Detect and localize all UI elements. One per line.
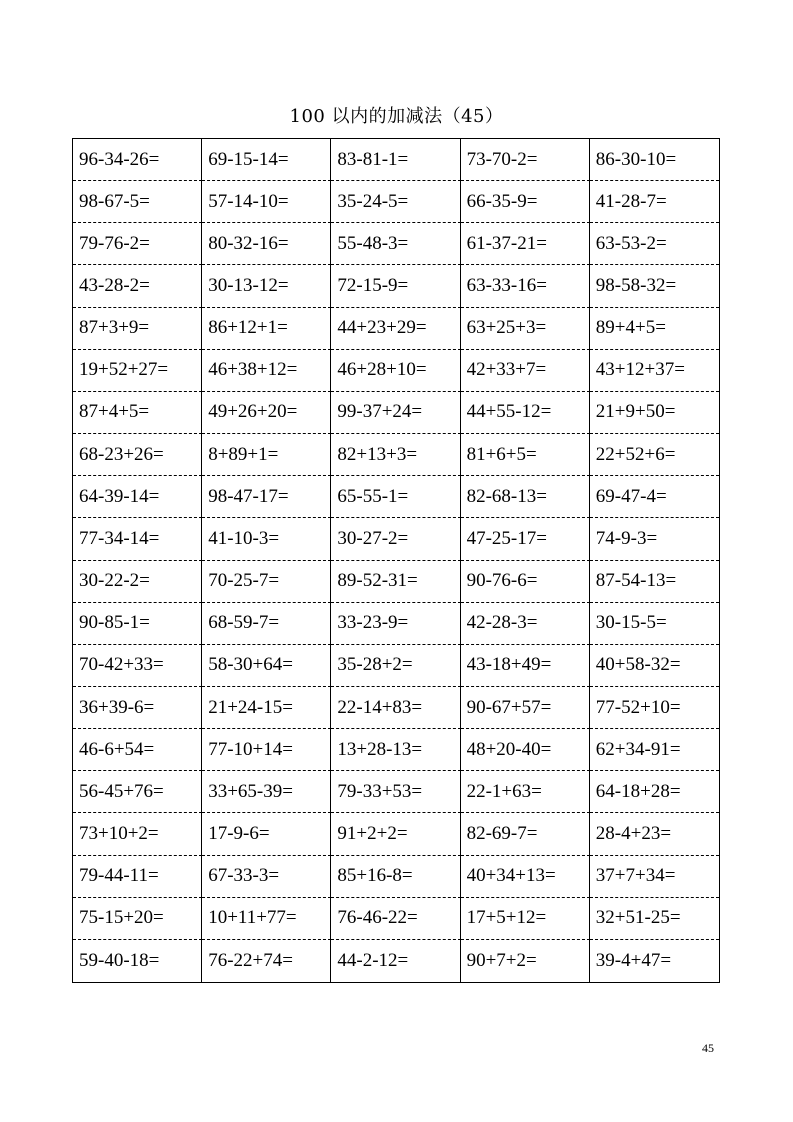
- exercise-cell: 10+11+77=: [202, 898, 331, 940]
- exercise-cell: 75-15+20=: [73, 898, 202, 940]
- exercise-cell: 79-33+53=: [331, 771, 460, 813]
- exercise-cell: 90+7+2=: [461, 940, 590, 982]
- exercise-cell: 98-58-32=: [590, 265, 719, 307]
- exercise-cell: 76-46-22=: [331, 898, 460, 940]
- exercise-cell: 63-33-16=: [461, 265, 590, 307]
- exercise-cell: 44+55-12=: [461, 392, 590, 434]
- exercise-cell: 89-52-31=: [331, 561, 460, 603]
- exercise-cell: 32+51-25=: [590, 898, 719, 940]
- exercise-cell: 46-6+54=: [73, 729, 202, 771]
- exercise-cell: 89+4+5=: [590, 308, 719, 350]
- exercise-cell: 80-32-16=: [202, 223, 331, 265]
- exercise-cell: 85+16-8=: [331, 856, 460, 898]
- exercise-cell: 91+2+2=: [331, 813, 460, 855]
- exercise-cell: 90-67+57=: [461, 687, 590, 729]
- exercise-cell: 46+38+12=: [202, 350, 331, 392]
- exercise-cell: 77-34-14=: [73, 518, 202, 560]
- exercise-cell: 30-27-2=: [331, 518, 460, 560]
- exercise-cell: 33+65-39=: [202, 771, 331, 813]
- exercise-cell: 17+5+12=: [461, 898, 590, 940]
- exercise-cell: 56-45+76=: [73, 771, 202, 813]
- exercise-cell: 69-15-14=: [202, 139, 331, 181]
- exercise-cell: 30-22-2=: [73, 561, 202, 603]
- exercise-cell: 30-15-5=: [590, 603, 719, 645]
- exercise-cell: 58-30+64=: [202, 645, 331, 687]
- exercise-cell: 39-4+47=: [595, 949, 672, 971]
- exercise-cell: 87+4+5=: [73, 392, 202, 434]
- exercise-cell: 57-14-10=: [202, 181, 331, 223]
- exercise-cell: 74-9-3=: [590, 518, 719, 560]
- exercise-cell: 46+28+10=: [331, 350, 460, 392]
- exercise-cell: 61-37-21=: [461, 223, 590, 265]
- exercise-cell: 35-24-5=: [331, 181, 460, 223]
- exercise-cell: 22-1+63=: [461, 771, 590, 813]
- exercise-cell: 65-55-1=: [331, 476, 460, 518]
- exercise-cell: 43-28-2=: [73, 265, 202, 307]
- exercise-cell: 82+13+3=: [331, 434, 460, 476]
- exercise-cell: 44+23+29=: [331, 308, 460, 350]
- exercise-cell: 70-42+33=: [73, 645, 202, 687]
- exercise-cell: 96-34-26=: [73, 139, 202, 181]
- exercise-cell: 82-68-13=: [461, 476, 590, 518]
- exercise-cell: 77-10+14=: [202, 729, 331, 771]
- exercise-cell: 21+9+50=: [590, 392, 719, 434]
- exercise-cell: 59-40-18=: [73, 940, 202, 982]
- exercise-cell: 98-47-17=: [202, 476, 331, 518]
- exercise-cell: 41-10-3=: [202, 518, 331, 560]
- exercise-cell: 62+34-91=: [590, 729, 719, 771]
- exercise-cell: 77-52+10=: [590, 687, 719, 729]
- exercise-cell: 90-85-1=: [73, 603, 202, 645]
- exercise-cell: 17-9-6=: [202, 813, 331, 855]
- exercise-cell: 30-13-12=: [202, 265, 331, 307]
- exercise-cell: 44-2-12=: [331, 940, 460, 982]
- exercise-cell: 67-33-3=: [202, 856, 331, 898]
- exercise-cell: 98-67-5=: [73, 181, 202, 223]
- exercise-cell: 48+20-40=: [461, 729, 590, 771]
- exercise-cell: 72-15-9=: [331, 265, 460, 307]
- exercise-cell: 22-14+83=: [331, 687, 460, 729]
- exercise-cell: 36+39-6=: [73, 687, 202, 729]
- exercise-cell: 90-76-6=: [461, 561, 590, 603]
- exercise-cell: 33-23-9=: [331, 603, 460, 645]
- exercise-cell: 86+12+1=: [202, 308, 331, 350]
- exercise-cell: 86-30-10=: [590, 139, 719, 181]
- exercise-cell: 63-53-2=: [590, 223, 719, 265]
- exercise-cell: 63+25+3=: [461, 308, 590, 350]
- exercise-cell: 41-28-7=: [590, 181, 719, 223]
- exercise-cell: 73+10+2=: [73, 813, 202, 855]
- exercise-cell: 83-81-1=: [331, 139, 460, 181]
- exercise-cell: 66-35-9=: [461, 181, 590, 223]
- exercise-cell: 42-28-3=: [461, 603, 590, 645]
- exercise-cell: 69-47-4=: [590, 476, 719, 518]
- exercise-cell: 79-76-2=: [73, 223, 202, 265]
- exercise-cell: 87+3+9=: [73, 308, 202, 350]
- exercise-cell: 55-48-3=: [331, 223, 460, 265]
- exercise-cell: 64-39-14=: [73, 476, 202, 518]
- exercise-cell: 42+33+7=: [461, 350, 590, 392]
- exercise-cell: 28-4+23=: [590, 813, 719, 855]
- exercise-cell: 47-25-17=: [461, 518, 590, 560]
- page-number: 45: [702, 1041, 714, 1055]
- exercise-cell: 43+12+37=: [590, 350, 719, 392]
- exercise-cell: 70-25-7=: [202, 561, 331, 603]
- exercise-grid: [72, 138, 720, 983]
- exercise-cell: 43-18+49=: [461, 645, 590, 687]
- exercise-cell: 37+7+34=: [590, 856, 719, 898]
- exercise-cell: 64-18+28=: [590, 771, 719, 813]
- page-title: 100 以内的加减法（45）: [289, 106, 504, 127]
- exercise-cell: 76-22+74=: [202, 940, 331, 982]
- exercise-cell: 40+58-32=: [590, 645, 719, 687]
- exercise-cell: 19+52+27=: [73, 350, 202, 392]
- exercise-cell: 68-23+26=: [73, 434, 202, 476]
- exercise-cell: 40+34+13=: [461, 856, 590, 898]
- exercise-cell: 68-59-7=: [202, 603, 331, 645]
- exercise-cell: 8+89+1=: [202, 434, 331, 476]
- exercise-cell: 82-69-7=: [461, 813, 590, 855]
- exercise-cell: 81+6+5=: [461, 434, 590, 476]
- exercise-cell: 35-28+2=: [331, 645, 460, 687]
- exercise-cell: 99-37+24=: [331, 392, 460, 434]
- exercise-cell: 21+24-15=: [202, 687, 331, 729]
- exercise-cell: 13+28-13=: [331, 729, 460, 771]
- exercise-cell: 49+26+20=: [202, 392, 331, 434]
- exercise-cell: 79-44-11=: [73, 856, 202, 898]
- exercise-cell: 87-54-13=: [590, 561, 719, 603]
- exercise-cell: 73-70-2=: [461, 139, 590, 181]
- exercise-cell: 22+52+6=: [590, 434, 719, 476]
